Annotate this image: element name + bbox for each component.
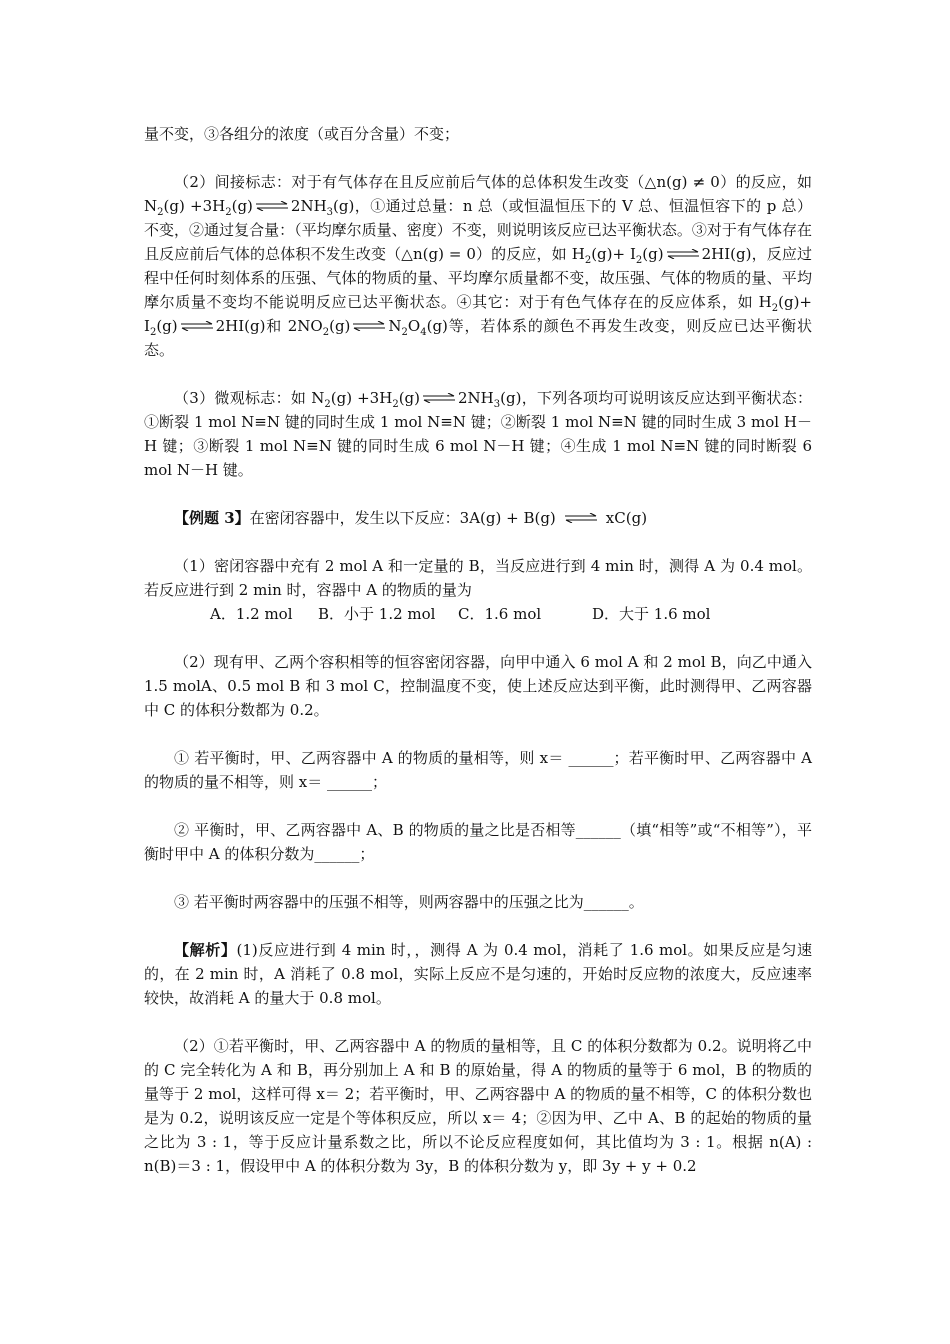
answer-options <box>144 602 812 626</box>
subscript: 3 <box>493 399 501 410</box>
subscript: 2 <box>225 207 232 218</box>
text-run: (g) <box>231 197 253 215</box>
text-run: 2NH <box>458 389 494 407</box>
text-run: (g) <box>398 389 420 407</box>
solution-part-2: （2）①若平衡时，甲、乙两容器中 A 的物质的量相等，且 C 的体积分数都为 0.2。说明将乙中的 C 完全转化为 A 和 B，再分别加上 A 和 B 的原始量，得 A 的物质的量等于 6 mol，B 的物质的量等于 2 mol，这样可得 x＝ 2；若平衡时，甲、乙两容器中 A 的物质的量不相等，C 的体积分数也是为 0.2，说明该反应一定是个等体积反应，所以 x＝ 4；②因为甲、乙中 A、B 的起始的物质的量之比为 3 : 1，等于反应计量系数之比，所以不论反应程度如何，其比值均为 3 : 1。根据 n(A) : n(B)＝3 : 1，假设甲中 A 的体积分数为 3y，B 的体积分数为 y，即 3y + y + 0.2 <box>144 1037 812 1175</box>
option-c: C．1.6 mol <box>458 605 542 623</box>
text-run: (g)，①通过总量：n 总（或恒温恒压下的 V 总、恒温恒容下的 p 总）不变，②通过复合量：（平均摩尔质量、密度）不变，则说明该反应已达平衡状态。③对于有气体存在且反应前后气体的总体积不发生改变（△n(g) = 0）的反应，如 H <box>144 197 812 263</box>
text-run: (g)，下列各项均可说明该反应达到平衡状态：①断裂 1 mol N≡N 键的同时生成 1 mol N≡N 键；②断裂 1 mol N≡N 键的同时生成 3 mol H－H 键；③断裂 1 mol N≡N 键的同时生成 6 mol N－H 键；④生成 1 mol N≡N 键的同时断裂 6 mol N－H 键。 <box>144 389 812 479</box>
text-run: (g) <box>156 317 178 335</box>
text-run: 2NH <box>290 197 327 215</box>
subscript: 2 <box>322 327 330 338</box>
text-run: (g) +3H <box>330 389 393 407</box>
text-run: （3）微观标志：如 N <box>174 389 325 407</box>
solution-label: 【解析】 <box>174 941 237 959</box>
option-d: D．大于 1.6 mol <box>592 605 711 623</box>
text-run: (g) +3H <box>163 197 226 215</box>
subscript: 2 <box>157 207 164 218</box>
paragraph-indirect-signs <box>144 170 812 362</box>
subscript: 2 <box>392 399 399 410</box>
text-run: (g) <box>642 245 664 263</box>
text-run: (g)等，若体系的颜色不再发生改变，则反应已达平衡状态。 <box>144 317 813 359</box>
equilibrium-arrow-icon <box>180 321 214 331</box>
subscript: 2 <box>635 255 643 266</box>
question-2: （2）现有甲、乙两个容积相等的恒容密闭容器，向甲中通入 6 mol A 和 2 mol B，向乙中通入 1.5 molA、0.5 mol B 和 3 mol C，控制温度不变，使上述反应达到平衡，此时测得甲、乙两容器中 C 的体积分数都为 0.2。 <box>144 653 812 719</box>
equilibrium-arrow-icon <box>666 249 700 259</box>
subscript: 2 <box>771 303 779 314</box>
paragraph-micro-signs <box>144 386 812 482</box>
subscript: 2 <box>149 327 157 338</box>
text-run: 2HI(g)和 2NO <box>215 317 323 335</box>
example-heading <box>144 506 812 530</box>
subscript: 2 <box>401 327 408 338</box>
option-a: A．1.2 mol <box>210 605 293 623</box>
subscript: 3 <box>326 207 334 218</box>
option-b: B．小于 1.2 mol <box>318 605 436 623</box>
question-1: （1）密闭容器中充有 2 mol A 和一定量的 B，当反应进行到 4 min 时，测得 A 为 0.4 mol。若反应进行到 2 min 时，容器中 A 的物质的量为 <box>144 557 812 599</box>
text-run: (g)+ I <box>144 293 812 335</box>
question-2-part-3: ③ 若平衡时两容器中的压强不相等，则两容器中的压强之比为______。 <box>174 893 644 911</box>
text-run: 在密闭容器中，发生以下反应：3A(g) + B(g) <box>249 509 556 527</box>
equilibrium-arrow-icon <box>564 513 598 523</box>
document-page <box>144 122 812 1178</box>
subscript: 4 <box>420 327 427 338</box>
equilibrium-arrow-icon <box>352 321 386 331</box>
equilibrium-arrow-icon <box>255 201 289 211</box>
solution-part-1 <box>144 938 812 1010</box>
text-run: (g)+ I <box>591 245 636 263</box>
paragraph-p1: 量不变，③各组分的浓度（或百分含量）不变； <box>144 125 460 143</box>
text-run: (g) <box>329 317 351 335</box>
text-run: （2）间接标志：对于有气体存在且反应前后气体的总体积发生改变（△n(g) ≠ 0）的反应，如 N <box>144 173 812 215</box>
question-2-part-1: ① 若平衡时，甲、乙两容器中 A 的物质的量相等，则 x＝ ______；若平衡时甲、乙两容器中 A 的物质的量不相等，则 x＝ ______； <box>144 749 812 791</box>
text-run: O <box>407 317 421 335</box>
subscript: 2 <box>324 399 331 410</box>
text-run: N <box>388 317 402 335</box>
equilibrium-arrow-icon <box>422 393 456 403</box>
text-run: (1)反应进行到 4 min 时，，测得 A 为 0.4 mol，消耗了 1.6 mol。如果反应是匀速的，在 2 min 时，A 消耗了 0.8 mol，实际上反应不是匀速的，开始时反应物的浓度大，反应速率较快，故消耗 A 的量大于 0.8 mol。 <box>144 941 812 1007</box>
subscript: 2 <box>584 255 592 266</box>
question-2-part-2: ② 平衡时，甲、乙两容器中 A、B 的物质的量之比是否相等______（填“相等”或“不相等”），平衡时甲中 A 的体积分数为______； <box>144 821 812 863</box>
example-label: 【例题 3】 <box>174 509 250 527</box>
text-run: xC(g) <box>605 509 648 527</box>
text-run: 2HI(g)，反应过程中任何时刻体系的压强、气体的物质的量、平均摩尔质量都不变，故压强、气体的物质的量、平均摩尔质量不变均不能说明反应已达平衡状态。④其它：对于有色气体存在的反应体系，如 H <box>144 245 812 311</box>
